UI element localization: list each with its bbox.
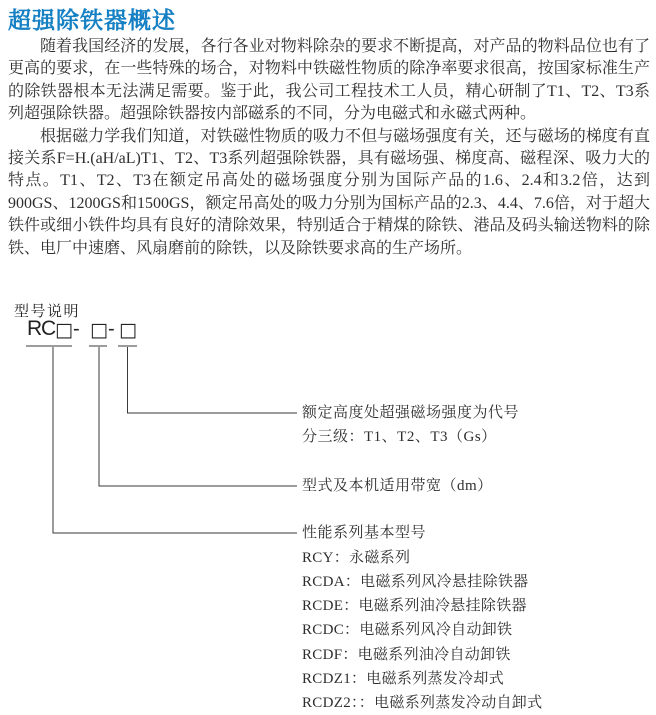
series-item-rcdc: RCDC：电磁系列风冷自动卸铁: [302, 622, 513, 639]
overview-paragraph-2: 根据磁力学我们知道，对铁磁性物质的吸力不但与磁场强度有关，还与磁场的梯度有直接关系F=H.(aH/aL)T1、T2、T3系列超强除铁器，具有磁场强、梯度高、磁程深、吸力大的特点。T1、T2、T3在额定吊高处的磁场强度分别为国际产品的1.6、2.4和3.2倍，达到900GS、1200GS和1500GS，额定吊高处的吸力分别为国标产品的2.3、4.4、7.6倍，对于超大铁件或细小铁件均具有良好的清除效果，特别适合于精煤的除铁、港品及码头输送物料的除铁、电厂中速磨、风扇磨前的除铁，以及除铁要求高的生产场所。: [8, 127, 650, 257]
page-title: 超强除铁器概述: [8, 7, 176, 33]
connector-base-model: [53, 347, 297, 533]
series-item-rcy: RCY：永磁系列: [302, 550, 411, 566]
code-dash-1: -: [73, 318, 80, 340]
overview-text: [8, 36, 650, 260]
model-code: [27, 317, 147, 343]
model-code-letter-r: R: [27, 317, 43, 340]
series-item-rcdf: RCDF：电磁系列油冷自动卸铁: [302, 646, 511, 663]
series-item-rcda: RCDA：电磁系列风冷悬挂除铁器: [302, 574, 529, 591]
callout-field-strength-line2: 分三级：T1、T2、T3（Gs）: [302, 429, 497, 445]
callout-bandwidth: 型式及本机适用带宽（dm）: [302, 478, 493, 494]
code-dash-2: -: [108, 318, 115, 340]
series-item-rcdz1: RCDZ1：电磁系列蒸发冷却式: [302, 670, 505, 687]
callout-field-strength-line1: 额定高度处超强磁场强度为代号: [302, 405, 520, 421]
model-code-letter-c: C: [41, 317, 57, 340]
code-placeholder-box-1: □: [55, 319, 73, 341]
connector-field-strength: [128, 347, 298, 413]
connector-bandwidth: [99, 347, 297, 486]
series-list: [302, 546, 542, 715]
callout-base-model: 性能系列基本型号: [302, 525, 427, 541]
series-item-rcde: RCDE：电磁系列油冷悬挂除铁器: [302, 598, 527, 615]
overview-paragraph-1: 随着我国经济的发展，各行各业对物料除杂的要求不断提高，对产品的物料品位也有了更高的要求，在一些特殊的场合，对物料中铁磁性物质的除净率要求很高，按国家标准生产的除铁器根本无法满足需要。鉴于此，我公司工程技术工人员，精心研制了T1、T2、T3系列超强除铁器。超强除铁器按内部磁系的不同，分为电磁式和永磁式两种。: [8, 38, 650, 123]
code-placeholder-box-2: □: [90, 319, 108, 341]
model-section-heading: 型号说明: [14, 303, 81, 320]
code-placeholder-box-3: □: [119, 319, 137, 341]
series-item-rcdz2: RCDZ2：：电磁系列蒸发冷动自卸式: [302, 694, 543, 711]
